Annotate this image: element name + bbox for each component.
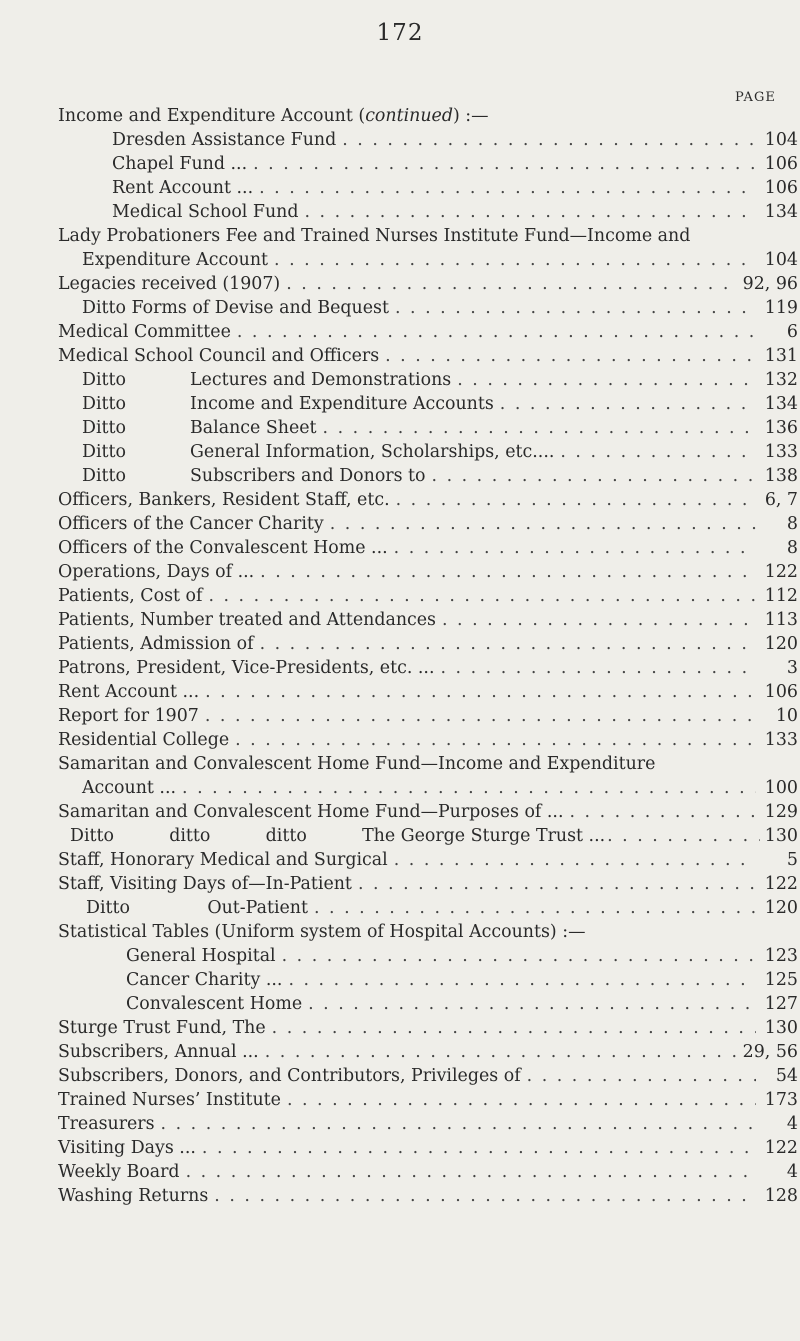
index-entry: Ditto Balance Sheet . . . 136	[82, 416, 798, 440]
index-entry: Officers of the Cancer Charity . . . 8	[58, 512, 798, 536]
index-entry: Officers, Bankers, Resident Staff, etc. . . . 6, 7	[58, 488, 798, 512]
index-entry: Operations, Days of ... . . . 122	[58, 560, 798, 584]
index-entry: Ditto Income and Expenditure Accounts . . . 134	[82, 392, 798, 416]
index-entry: Visiting Days ... . . . 122	[58, 1136, 798, 1160]
index-entry: Patrons, President, Vice-Presidents, etc. ... . . . 3	[58, 656, 798, 680]
index-entry: General Hospital . . . 123	[126, 944, 798, 968]
index-entry: Income and Expenditure Account (continued) :—	[58, 106, 489, 126]
index-entry: Ditto Lectures and Demonstrations . . . 132	[82, 368, 798, 392]
index-entry: Treasurers . . . 4	[58, 1112, 798, 1136]
index-entry: Report for 1907 . . . 10	[58, 704, 798, 728]
index-entry: Convalescent Home . . . 127	[126, 992, 798, 1016]
index-entry: Subscribers, Donors, and Contributors, Privileges of . . . 54	[58, 1064, 798, 1088]
index-entry: Rent Account ... . . . 106	[112, 176, 798, 200]
index-entry: Account ... . . . 100	[82, 776, 798, 800]
index-entry: Patients, Number treated and Attendances . . . 113	[58, 608, 798, 632]
index-entry: Lady Probationers Fee and Trained Nurses Institute Fund—Income and	[58, 226, 691, 246]
index-entry: Samaritan and Convalescent Home Fund—Purposes of ... . . . 129	[58, 800, 798, 824]
index-entry: Officers of the Convalescent Home ... . . . 8	[58, 536, 798, 560]
index-entry: Samaritan and Convalescent Home Fund—Income and Expenditure	[58, 754, 656, 774]
index-entry: Ditto Out-Patient . . . 120	[86, 896, 798, 920]
page-number: 172	[376, 20, 424, 46]
index-entry: Legacies received (1907) . . . 92, 96	[58, 272, 798, 296]
index-entry: Weekly Board . . . 4	[58, 1160, 798, 1184]
index-entry: Cancer Charity ... . . . 125	[126, 968, 798, 992]
index-entry: Ditto Forms of Devise and Bequest . . . 119	[82, 296, 798, 320]
index-entry: Staff, Visiting Days of—In-Patient . . . 122	[58, 872, 798, 896]
index-entry: Residential College . . . 133	[58, 728, 798, 752]
index-entry: Statistical Tables (Uniform system of Hospital Accounts) :—	[58, 922, 586, 942]
index-entry: Chapel Fund ... . . . 106	[112, 152, 798, 176]
index-entry: Medical Committee . . . 6	[58, 320, 798, 344]
index-entry: Medical School Fund . . . 134	[112, 200, 798, 224]
index-entry: Ditto ditto ditto The George Sturge Trust ... . . . 130	[70, 824, 798, 848]
index-entry: Patients, Admission of . . . 120	[58, 632, 798, 656]
index-entry: Rent Account ... . . . 106	[58, 680, 798, 704]
index-entry: Ditto General Information, Scholarships, etc.... . . . 133	[82, 440, 798, 464]
index-entry: Ditto Subscribers and Donors to . . . 138	[82, 464, 798, 488]
index-entry: Dresden Assistance Fund . . . 104	[112, 128, 798, 152]
index-entry: Sturge Trust Fund, The . . . 130	[58, 1016, 798, 1040]
page-column-heading: PAGE	[735, 90, 776, 105]
index-entry: Expenditure Account . . . 104	[82, 248, 798, 272]
index-entry: Medical School Council and Officers . . . 131	[58, 344, 798, 368]
index-entry: Washing Returns . . . 128	[58, 1184, 798, 1208]
index-entry: Staff, Honorary Medical and Surgical . . . 5	[58, 848, 798, 872]
index-entry: Patients, Cost of . . . 112	[58, 584, 798, 608]
index-entry: Subscribers, Annual ... . . . 29, 56	[58, 1040, 798, 1064]
index-entry: Trained Nurses’ Institute . . . 173	[58, 1088, 798, 1112]
